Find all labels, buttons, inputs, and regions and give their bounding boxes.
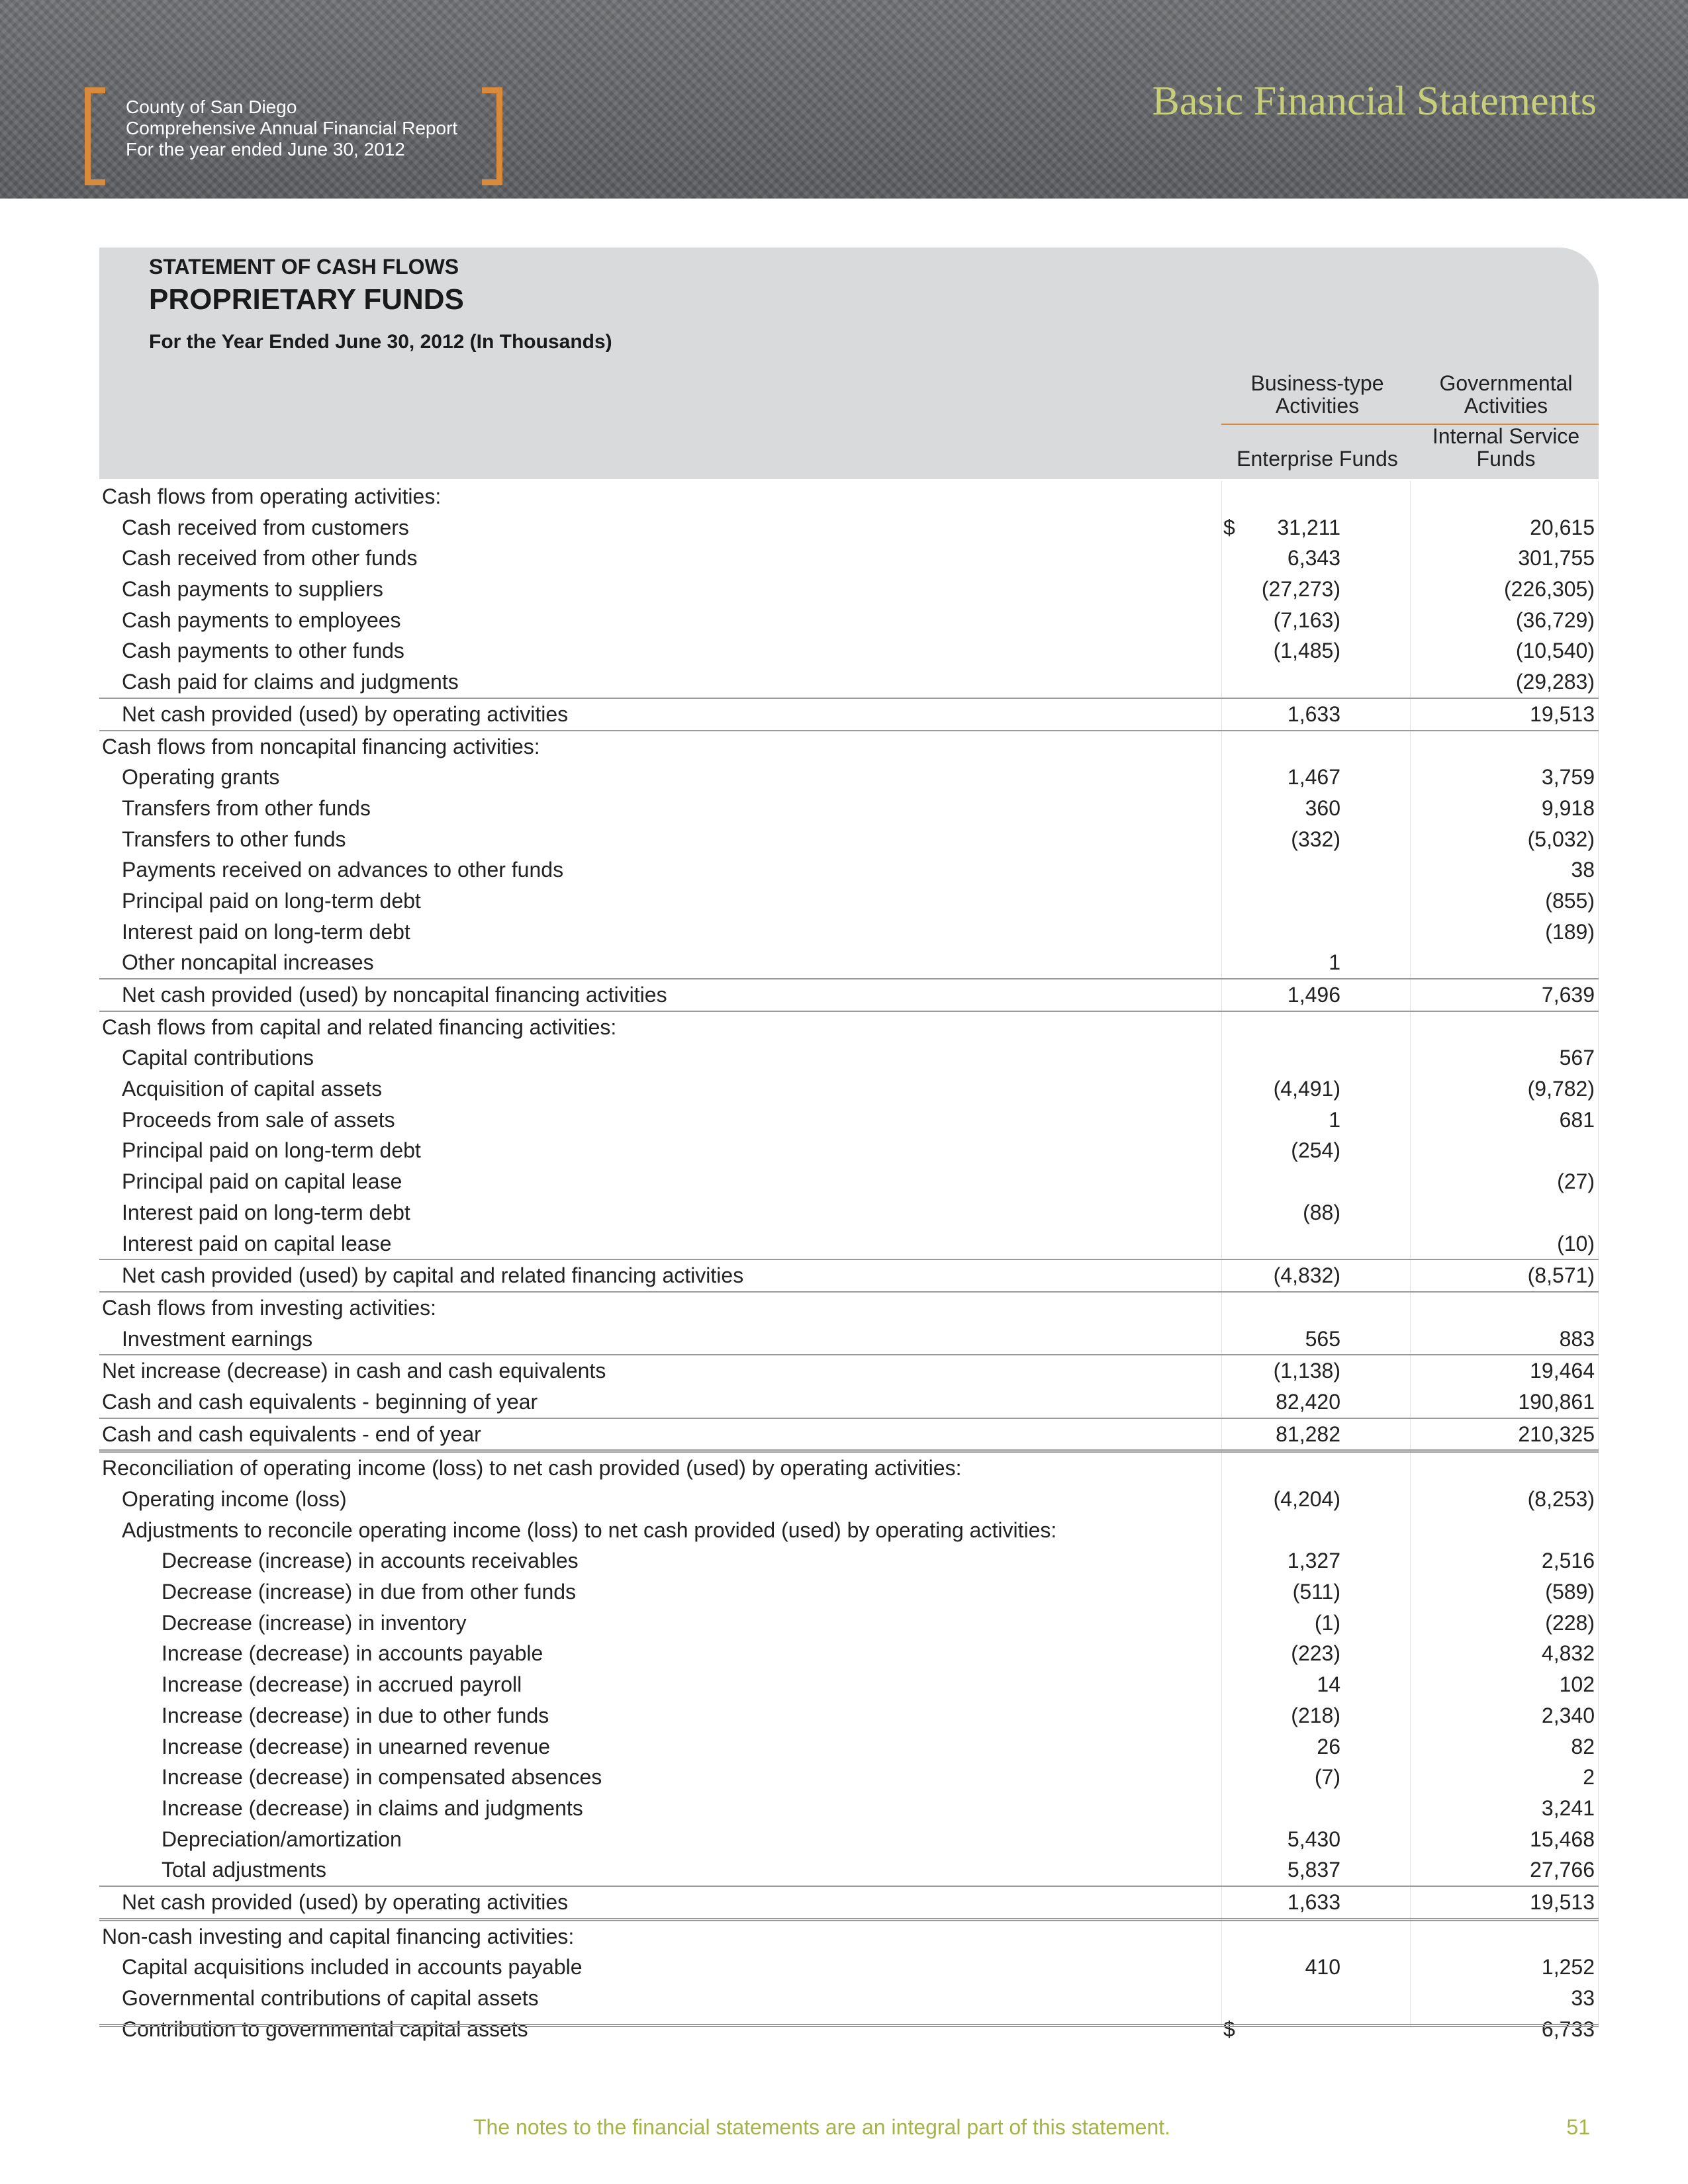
internal-service-funds-value: 301,755 xyxy=(1518,546,1595,570)
enterprise-funds-value: 1 xyxy=(1329,1107,1340,1132)
row-label: Increase (decrease) in compensated absences xyxy=(162,1765,602,1790)
internal-service-funds-value: 2,340 xyxy=(1541,1703,1595,1727)
row-label: Payments received on advances to other funds xyxy=(122,858,564,882)
internal-service-funds-value: 1,252 xyxy=(1541,1955,1595,1979)
table-row xyxy=(99,1515,1599,1546)
row-label: Interest paid on long-term debt xyxy=(122,919,410,944)
table-row xyxy=(99,1731,1599,1762)
internal-service-funds-value: 82 xyxy=(1571,1734,1595,1758)
row-label: Reconciliation of operating income (loss) to net cash provided (used) by operating activities: xyxy=(102,1456,962,1480)
internal-service-funds-value: (589) xyxy=(1545,1580,1595,1604)
row-label: Net cash provided (used) by capital and related financing activities xyxy=(122,1263,744,1288)
enterprise-funds-value: 5,430 xyxy=(1287,1827,1340,1851)
enterprise-funds-value: 1,327 xyxy=(1287,1549,1340,1573)
internal-service-funds-value: (36,729) xyxy=(1515,608,1595,632)
table-row xyxy=(99,1983,1599,2014)
col2-group-line2: Activities xyxy=(1464,394,1548,418)
table-row xyxy=(99,1135,1599,1166)
row-label: Increase (decrease) in due to other funds xyxy=(162,1703,549,1727)
row-label: Cash received from other funds xyxy=(122,546,418,570)
enterprise-funds-value: 1,633 xyxy=(1287,702,1340,726)
left-bracket-ornament xyxy=(85,87,105,185)
enterprise-funds-value: (1,485) xyxy=(1273,639,1340,663)
internal-service-funds-value: (27) xyxy=(1557,1169,1595,1194)
row-label: Total adjustments xyxy=(162,1858,327,1882)
table-row xyxy=(99,574,1599,605)
enterprise-funds-value: (4,491) xyxy=(1273,1077,1340,1101)
table-row xyxy=(99,1608,1599,1639)
row-label: Net increase (decrease) in cash and cash equivalents xyxy=(102,1359,606,1383)
enterprise-funds-value: 410 xyxy=(1305,1955,1340,1979)
internal-service-funds-value: 190,861 xyxy=(1518,1389,1595,1414)
table-row xyxy=(99,978,1599,1011)
row-label: Increase (decrease) in accrued payroll xyxy=(162,1672,522,1697)
enterprise-funds-value: (254) xyxy=(1291,1138,1340,1163)
row-label: Cash flows from capital and related financing activities: xyxy=(102,1015,617,1039)
internal-service-funds-value: (10) xyxy=(1557,1231,1595,1255)
internal-service-funds-value: 15,468 xyxy=(1530,1827,1595,1851)
row-label: Decrease (increase) in due from other funds xyxy=(162,1580,577,1604)
table-row xyxy=(99,1762,1599,1793)
enterprise-funds-value: (4,832) xyxy=(1273,1263,1340,1288)
row-label: Net cash provided (used) by noncapital financing activities xyxy=(122,983,667,1007)
enterprise-funds-value: (223) xyxy=(1291,1641,1340,1666)
internal-service-funds-value: 19,464 xyxy=(1530,1359,1595,1383)
county-name: County of San Diego xyxy=(126,97,297,117)
table-bottom-rule xyxy=(99,2024,1599,2027)
row-label: Cash payments to other funds xyxy=(122,639,404,663)
row-label: Cash flows from operating activities: xyxy=(102,484,442,508)
internal-service-funds-value: (228) xyxy=(1545,1610,1595,1635)
table-row xyxy=(99,1854,1599,1886)
internal-service-funds-value: 27,766 xyxy=(1530,1858,1595,1882)
table-row xyxy=(99,1545,1599,1576)
internal-service-funds-value: 2 xyxy=(1583,1765,1595,1790)
internal-service-funds-value: 19,513 xyxy=(1530,1889,1595,1914)
table-row xyxy=(99,1354,1599,1387)
report-identity xyxy=(126,97,457,160)
enterprise-funds-value: (1) xyxy=(1314,1610,1340,1635)
row-label: Contribution to governmental capital assets xyxy=(122,2017,528,2041)
row-label: Interest paid on long-term debt xyxy=(122,1200,410,1224)
row-label: Operating income (loss) xyxy=(122,1487,347,1511)
table-row xyxy=(99,543,1599,574)
enterprise-funds-value: 6,343 xyxy=(1287,546,1340,570)
row-label: Adjustments to reconcile operating income (loss) to net cash provided (used) by operating activities: xyxy=(122,1518,1057,1542)
table-row xyxy=(99,1228,1599,1259)
row-label: Capital acquisitions included in accounts payable xyxy=(122,1955,583,1979)
internal-service-funds-value: (8,253) xyxy=(1527,1487,1595,1511)
row-label: Increase (decrease) in accounts payable xyxy=(162,1641,543,1666)
table-row xyxy=(99,947,1599,978)
internal-service-funds-value: 20,615 xyxy=(1530,515,1595,539)
right-bracket-ornament xyxy=(482,87,502,185)
table-row xyxy=(99,1259,1599,1291)
col1-group-line1: Business-type xyxy=(1250,371,1384,395)
enterprise-funds-value: (511) xyxy=(1292,1580,1340,1604)
row-label: Investment earnings xyxy=(122,1326,313,1351)
table-row xyxy=(99,666,1599,698)
internal-service-funds-value: 4,832 xyxy=(1541,1641,1595,1666)
enterprise-funds-value: 565 xyxy=(1305,1326,1340,1351)
row-label: Transfers to other funds xyxy=(122,827,346,851)
internal-service-funds-value: (10,540) xyxy=(1515,639,1595,663)
enterprise-funds-value: (7,163) xyxy=(1273,608,1340,632)
table-row xyxy=(99,793,1599,824)
internal-service-funds-value: 6,733 xyxy=(1541,2017,1595,2041)
table-row xyxy=(99,1952,1599,1983)
table-row xyxy=(99,917,1599,948)
enterprise-funds-value: (7) xyxy=(1314,1765,1340,1790)
row-label: Cash flows from noncapital financing activities: xyxy=(102,734,540,758)
internal-service-funds-value: 9,918 xyxy=(1541,796,1595,820)
currency-symbol: $ xyxy=(1223,2017,1235,2041)
table-row xyxy=(99,1291,1599,1324)
table-row xyxy=(99,1105,1599,1136)
statement-title-block xyxy=(99,248,1599,479)
internal-service-funds-value: 3,241 xyxy=(1541,1796,1595,1820)
internal-service-funds-value: (8,571) xyxy=(1527,1263,1595,1288)
internal-service-funds-value: 7,639 xyxy=(1541,983,1595,1007)
table-row xyxy=(99,481,1599,512)
col1-sub-header: Enterprise Funds xyxy=(1237,447,1398,471)
internal-service-funds-value: (9,782) xyxy=(1527,1077,1595,1101)
internal-service-funds-value: 2,516 xyxy=(1541,1549,1595,1573)
row-label: Increase (decrease) in claims and judgments xyxy=(162,1796,583,1820)
col2-sub-line1: Internal Service xyxy=(1432,424,1580,448)
enterprise-funds-value: 1,633 xyxy=(1287,1889,1340,1914)
row-label: Proceeds from sale of assets xyxy=(122,1107,395,1132)
table-row xyxy=(99,1197,1599,1228)
table-row xyxy=(99,1011,1599,1043)
table-row xyxy=(99,512,1599,543)
internal-service-funds-value: (855) xyxy=(1545,888,1595,913)
table-row xyxy=(99,1418,1599,1450)
row-label: Increase (decrease) in unearned revenue xyxy=(162,1734,551,1758)
enterprise-funds-value: (218) xyxy=(1291,1703,1340,1727)
internal-service-funds-value: (5,032) xyxy=(1527,827,1595,851)
row-label: Interest paid on capital lease xyxy=(122,1231,392,1255)
table-row xyxy=(99,1324,1599,1355)
enterprise-funds-value: (332) xyxy=(1291,827,1340,851)
table-row xyxy=(99,854,1599,886)
internal-service-funds-value: 102 xyxy=(1559,1672,1595,1697)
enterprise-funds-value: 1,467 xyxy=(1287,765,1340,790)
enterprise-funds-value: 81,282 xyxy=(1276,1422,1340,1446)
row-label: Cash paid for claims and judgments xyxy=(122,670,459,694)
section-title: Basic Financial Statements xyxy=(1152,79,1597,124)
internal-service-funds-value: 3,759 xyxy=(1541,765,1595,790)
enterprise-funds-value: 31,211 xyxy=(1277,515,1340,539)
table-row xyxy=(99,886,1599,917)
enterprise-funds-value: 1 xyxy=(1329,950,1340,975)
statement-title: STATEMENT OF CASH FLOWS xyxy=(149,255,459,279)
table-row xyxy=(99,1918,1599,1952)
page-number: 51 xyxy=(1566,2115,1590,2139)
row-label: Principal paid on long-term debt xyxy=(122,1138,421,1163)
enterprise-funds-value: (4,204) xyxy=(1273,1487,1340,1511)
internal-service-funds-value: (29,283) xyxy=(1515,670,1595,694)
statement-subtitle: PROPRIETARY FUNDS xyxy=(149,283,464,316)
internal-service-funds-value: 883 xyxy=(1559,1326,1595,1351)
enterprise-funds-value: (1,138) xyxy=(1273,1359,1340,1383)
table-row xyxy=(99,1042,1599,1073)
row-label: Cash received from customers xyxy=(122,515,409,539)
table-row xyxy=(99,1449,1599,1484)
table-row xyxy=(99,2014,1599,2045)
table-row xyxy=(99,1886,1599,1918)
table-row xyxy=(99,1669,1599,1700)
row-label: Depreciation/amortization xyxy=(162,1827,402,1851)
row-label: Principal paid on capital lease xyxy=(122,1169,402,1194)
table-row xyxy=(99,1576,1599,1608)
col2-group-header xyxy=(1413,372,1599,417)
internal-service-funds-value: (226,305) xyxy=(1504,577,1595,602)
table-row xyxy=(99,824,1599,855)
enterprise-funds-value: 5,837 xyxy=(1287,1858,1340,1882)
col2-group-line1: Governmental xyxy=(1439,371,1573,395)
enterprise-funds-value: (27,273) xyxy=(1261,577,1340,602)
col2-sub-line2: Funds xyxy=(1476,447,1536,471)
internal-service-funds-value: 33 xyxy=(1571,1986,1595,2010)
table-row xyxy=(99,1073,1599,1105)
row-label: Operating grants xyxy=(122,765,280,790)
internal-service-funds-value: 210,325 xyxy=(1518,1422,1595,1446)
col2-sub-header xyxy=(1413,425,1599,470)
row-label: Decrease (increase) in inventory xyxy=(162,1610,467,1635)
row-label: Other noncapital increases xyxy=(122,950,374,975)
table-row xyxy=(99,1793,1599,1824)
report-year: For the year ended June 30, 2012 xyxy=(126,139,405,159)
col1-group-line2: Activities xyxy=(1275,394,1360,418)
row-label: Capital contributions xyxy=(122,1046,314,1070)
row-label: Transfers from other funds xyxy=(122,796,371,820)
row-label: Net cash provided (used) by operating activities xyxy=(122,702,569,726)
table-row xyxy=(99,1700,1599,1731)
table-row xyxy=(99,635,1599,666)
row-label: Decrease (increase) in accounts receivables xyxy=(162,1549,579,1573)
table-row xyxy=(99,762,1599,793)
col1-group-header xyxy=(1221,372,1413,417)
row-label: Cash and cash equivalents - beginning of year xyxy=(102,1389,538,1414)
report-name: Comprehensive Annual Financial Report xyxy=(126,118,458,138)
cash-flow-table xyxy=(99,481,1599,2044)
table-row xyxy=(99,605,1599,636)
table-row xyxy=(99,1638,1599,1669)
internal-service-funds-value: 38 xyxy=(1571,858,1595,882)
enterprise-funds-value: 82,420 xyxy=(1276,1389,1340,1414)
enterprise-funds-value: (88) xyxy=(1303,1200,1340,1224)
table-row xyxy=(99,698,1599,730)
enterprise-funds-value: 1,496 xyxy=(1287,983,1340,1007)
statement-period: For the Year Ended June 30, 2012 (In Thousands) xyxy=(149,331,612,353)
internal-service-funds-value: 681 xyxy=(1559,1107,1595,1132)
table-row xyxy=(99,1387,1599,1418)
row-label: Cash and cash equivalents - end of year xyxy=(102,1422,481,1446)
row-label: Governmental contributions of capital assets xyxy=(122,1986,539,2010)
internal-service-funds-value: 19,513 xyxy=(1530,702,1595,726)
row-label: Cash payments to employees xyxy=(122,608,401,632)
enterprise-funds-value: 26 xyxy=(1317,1734,1340,1758)
internal-service-funds-value: 567 xyxy=(1559,1046,1595,1070)
currency-symbol: $ xyxy=(1223,515,1235,539)
table-row xyxy=(99,1166,1599,1197)
table-row xyxy=(99,1824,1599,1855)
row-label: Non-cash investing and capital financing activities: xyxy=(102,1924,575,1948)
enterprise-funds-value: 360 xyxy=(1305,796,1340,820)
row-label: Cash flows from investing activities: xyxy=(102,1295,437,1320)
row-label: Net cash provided (used) by operating activities xyxy=(122,1889,569,1914)
enterprise-funds-value: 14 xyxy=(1317,1672,1340,1697)
internal-service-funds-value: (189) xyxy=(1545,919,1595,944)
row-label: Acquisition of capital assets xyxy=(122,1077,383,1101)
row-label: Principal paid on long-term debt xyxy=(122,888,421,913)
row-label: Cash payments to suppliers xyxy=(122,577,383,602)
footer-note: The notes to the financial statements are an integral part of this statement. xyxy=(473,2115,1171,2139)
table-row xyxy=(99,730,1599,762)
table-row xyxy=(99,1484,1599,1515)
